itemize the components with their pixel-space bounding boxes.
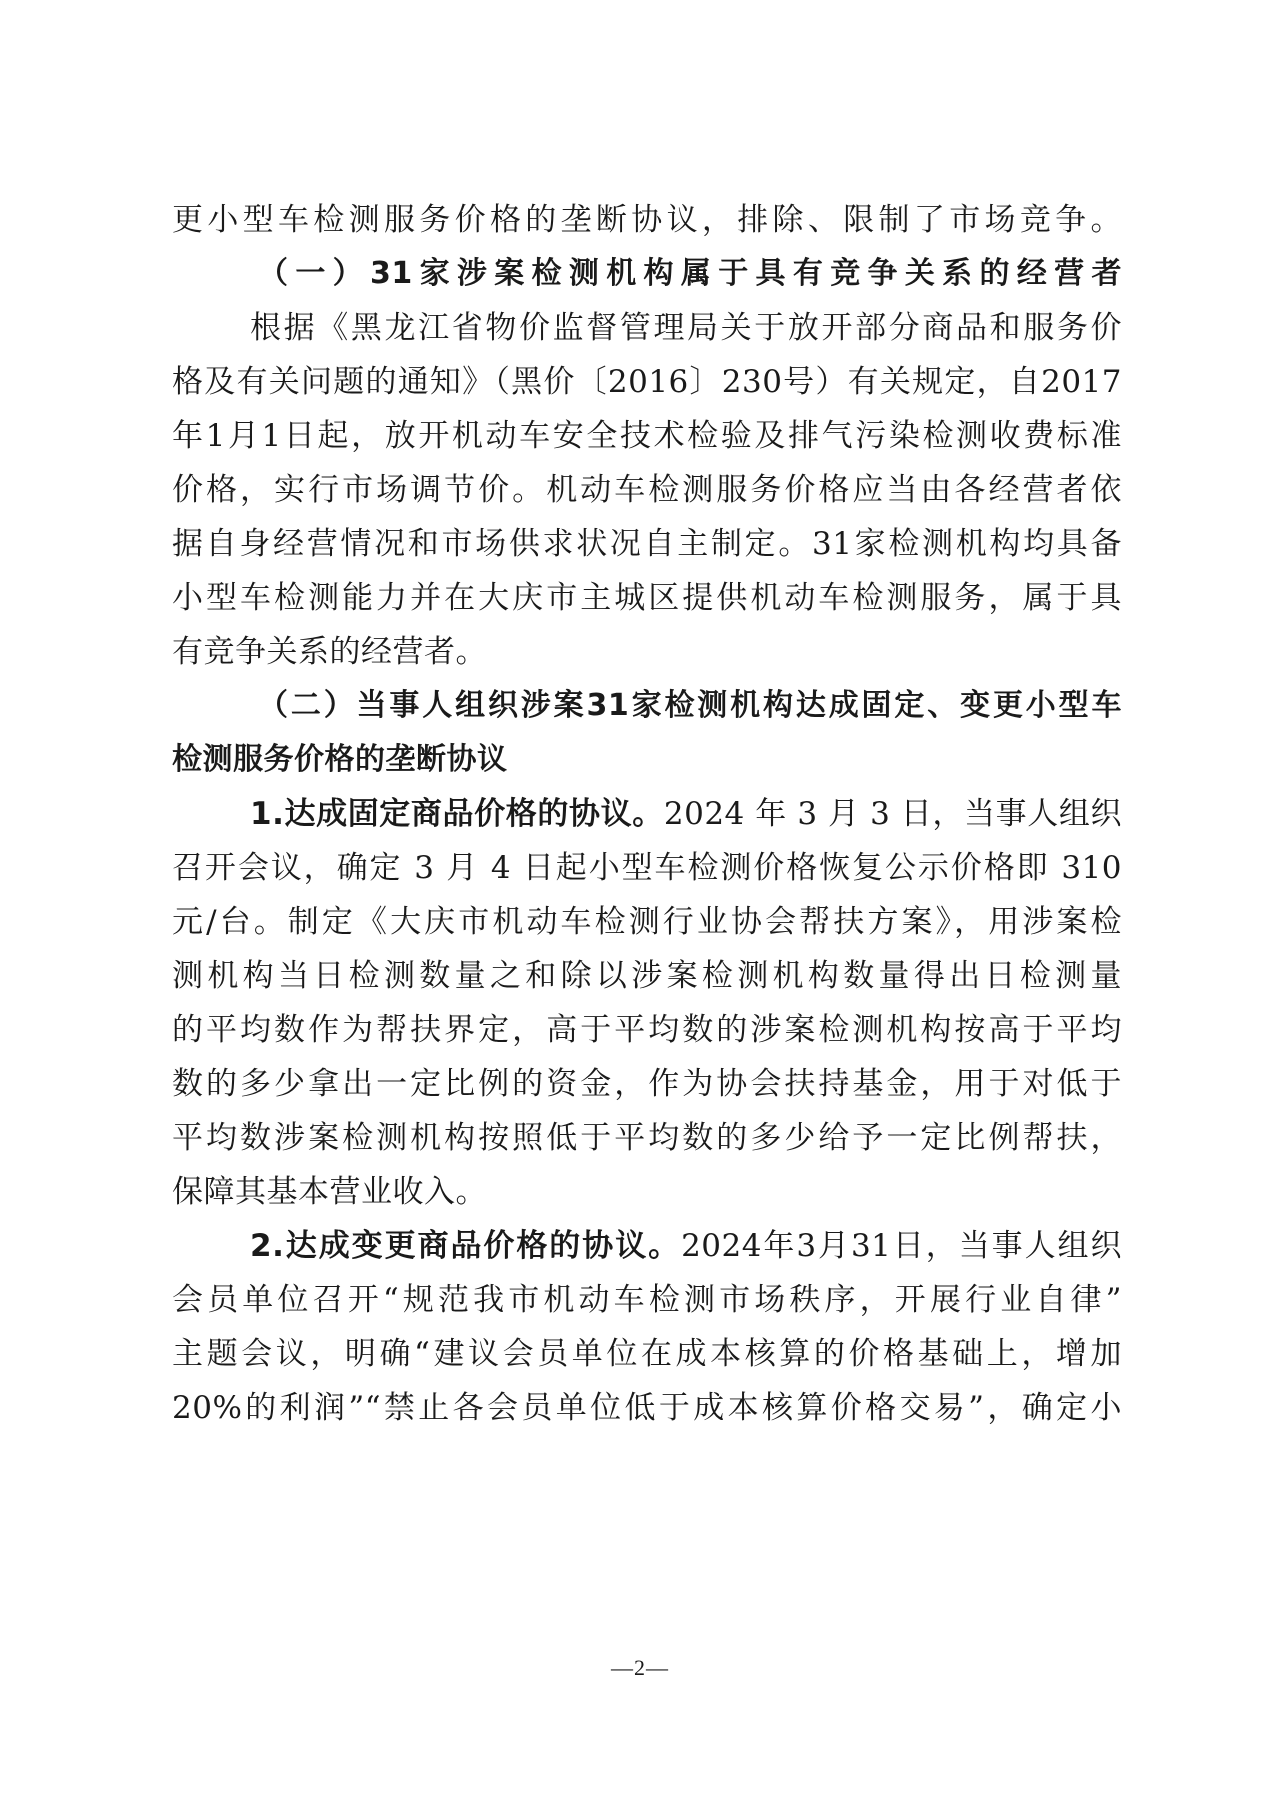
paragraph-line: 小型车检测能力并在大庆市主城区提供机动车检测服务，属于具 (172, 580, 1122, 616)
paragraph-line: 测机构当日检测数量之和除以涉案检测机构数量得出日检测量 (172, 958, 1122, 994)
paragraph-line: 格及有关问题的通知》（黑价〔2016〕230号）有关规定，自2017 (172, 364, 1122, 400)
page-number: —2— (611, 1655, 669, 1680)
paragraph-text: 2024年3月31日，当事人组织 (681, 1228, 1122, 1264)
paragraph-line (250, 1218, 1122, 1274)
paragraph-line: 平均数涉案检测机构按照低于平均数的多少给予一定比例帮扶， (172, 1120, 1122, 1156)
paragraph-line: 有竞争关系的经营者。 (172, 634, 487, 670)
paragraph-line: 根据《黑龙江省物价监督管理局关于放开部分商品和服务价 (250, 310, 1122, 346)
paragraph-text: 2024 年 3 月 3 日，当事人组织 (663, 796, 1122, 832)
paragraph-line: 主题会议，明确“建议会员单位在成本核算的价格基础上，增加 (172, 1336, 1122, 1372)
paragraph-line: 年1月1日起，放开机动车安全技术检验及排气污染检测收费标准 (172, 418, 1122, 454)
section-heading-2: （二）当事人组织涉案31家检测机构达成固定、变更小型车 (258, 688, 1122, 723)
paragraph-line: 数的多少拿出一定比例的资金，作为协会扶持基金，用于对低于 (172, 1066, 1122, 1102)
subsection-lead-2: 2.达成变更商品价格的协议。 (250, 1228, 682, 1264)
paragraph-line: 据自身经营情况和市场供求状况自主制定。31家检测机构均具备 (172, 526, 1122, 562)
paragraph-line: 会员单位召开“规范我市机动车检测市场秩序，开展行业自律” (172, 1282, 1122, 1318)
paragraph-line: 20%的利润”“禁止各会员单位低于成本核算价格交易”，确定小 (172, 1390, 1122, 1426)
paragraph-line (250, 786, 1122, 842)
paragraph-line: 的平均数作为帮扶界定，高于平均数的涉案检测机构按高于平均 (172, 1012, 1122, 1048)
paragraph-line: 更小型车检测服务价格的垄断协议，排除、限制了市场竞争。 (172, 202, 1122, 238)
paragraph-line: 元/台。制定《大庆市机动车检测行业协会帮扶方案》，用涉案检 (172, 904, 1122, 940)
subsection-lead-1: 1.达成固定商品价格的协议。 (250, 796, 664, 832)
paragraph-line: 价格，实行市场调节价。机动车检测服务价格应当由各经营者依 (172, 472, 1122, 508)
section-heading-2-continued: 检测服务价格的垄断协议 (172, 742, 508, 777)
paragraph-line: 保障其基本营业收入。 (172, 1174, 487, 1210)
section-heading-1: （一）31家涉案检测机构属于具有竞争关系的经营者 (258, 256, 1122, 291)
paragraph-line: 召开会议，确定 3 月 4 日起小型车检测价格恢复公示价格即 310 (172, 850, 1122, 886)
